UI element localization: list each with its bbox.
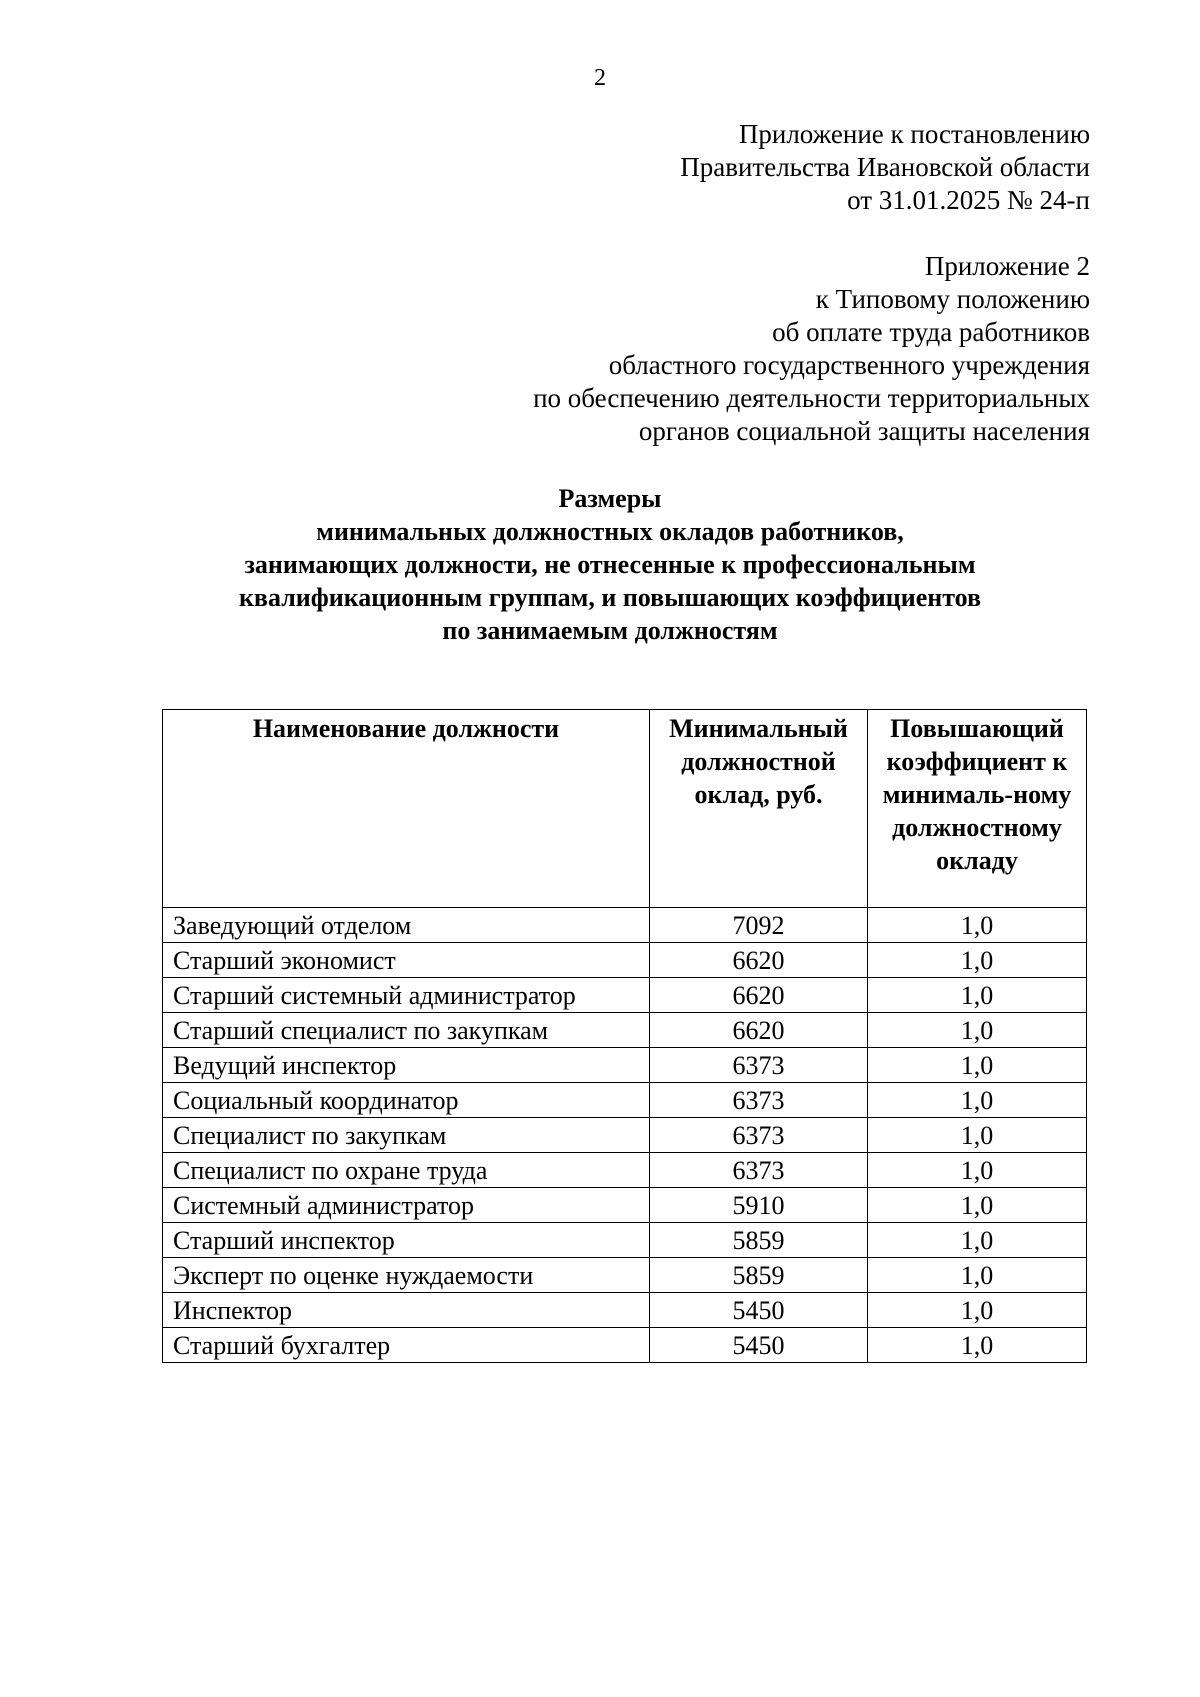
table-row (163, 978, 1087, 1013)
coefficient-cell: 1,0 (868, 1223, 1087, 1258)
annex-line: к Типовому положению (815, 284, 1090, 314)
approval-line: Правительства Ивановской области (680, 152, 1090, 182)
coefficient-cell: 1,0 (868, 1293, 1087, 1328)
annex-line: по обеспечению деятельности территориальных (533, 383, 1090, 413)
position-cell: Ведущий инспектор (163, 1048, 650, 1083)
salary-cell: 7092 (650, 908, 868, 943)
salary-cell: 6373 (650, 1083, 868, 1118)
salary-table (162, 709, 1087, 1363)
header-coefficient: Повышающий коэффициент к минималь-ному должностному окладу (868, 710, 1087, 908)
salary-cell: 6620 (650, 1013, 868, 1048)
coefficient-cell: 1,0 (868, 1083, 1087, 1118)
coefficient-cell: 1,0 (868, 908, 1087, 943)
header-position: Наименование должности (163, 710, 650, 908)
table-row (163, 943, 1087, 978)
position-cell: Специалист по закупкам (163, 1118, 650, 1153)
table-row (163, 1048, 1087, 1083)
title-line: по занимаемым должностям (442, 616, 778, 645)
salary-cell: 5450 (650, 1293, 868, 1328)
approval-reference (680, 118, 1090, 217)
position-cell: Старший инспектор (163, 1223, 650, 1258)
annex-line: областного государственного учреждения (608, 350, 1090, 380)
title-line: занимающих должности, не отнесенные к профессиональным (244, 550, 976, 579)
coefficient-cell: 1,0 (868, 943, 1087, 978)
coefficient-cell: 1,0 (868, 1118, 1087, 1153)
coefficient-cell: 1,0 (868, 978, 1087, 1013)
page-number: 2 (594, 65, 606, 91)
position-cell: Заведующий отделом (163, 908, 650, 943)
table-row (163, 1258, 1087, 1293)
position-cell: Социальный координатор (163, 1083, 650, 1118)
table-row (163, 1188, 1087, 1223)
table-row (163, 1083, 1087, 1118)
coefficient-cell: 1,0 (868, 1188, 1087, 1223)
table-row (163, 1223, 1087, 1258)
coefficient-cell: 1,0 (868, 1048, 1087, 1083)
annex-line: Приложение 2 (924, 251, 1090, 281)
table-row (163, 1013, 1087, 1048)
salary-cell: 6620 (650, 943, 868, 978)
coefficient-cell: 1,0 (868, 1258, 1087, 1293)
annex-line: об оплате труда работников (772, 317, 1090, 347)
title-line: квалификационным группам, и повышающих коэффициентов (238, 583, 982, 612)
position-cell: Системный администратор (163, 1188, 650, 1223)
salary-cell: 5450 (650, 1328, 868, 1363)
document-title (110, 482, 1110, 647)
position-cell: Старший экономист (163, 943, 650, 978)
position-cell: Старший специалист по закупкам (163, 1013, 650, 1048)
salary-cell: 6373 (650, 1048, 868, 1083)
table-row (163, 1118, 1087, 1153)
table-row (163, 1153, 1087, 1188)
coefficient-cell: 1,0 (868, 1153, 1087, 1188)
position-cell: Инспектор (163, 1293, 650, 1328)
salary-cell: 5859 (650, 1223, 868, 1258)
title-line: Размеры (558, 484, 662, 513)
salary-cell: 5910 (650, 1188, 868, 1223)
coefficient-cell: 1,0 (868, 1013, 1087, 1048)
salary-cell: 6620 (650, 978, 868, 1013)
annex-line: органов социальной защиты населения (638, 416, 1090, 446)
header-salary: Минимальный должностной оклад, руб. (650, 710, 868, 908)
position-cell: Специалист по охране труда (163, 1153, 650, 1188)
table-row (163, 1328, 1087, 1363)
table-row (163, 908, 1087, 943)
table-header-row (163, 710, 1087, 908)
salary-cell: 6373 (650, 1118, 868, 1153)
position-cell: Эксперт по оценке нуждаемости (163, 1258, 650, 1293)
coefficient-cell: 1,0 (868, 1328, 1087, 1363)
annex-reference (533, 250, 1090, 448)
approval-line: от 31.01.2025 № 24-п (847, 185, 1090, 215)
approval-line: Приложение к постановлению (738, 119, 1090, 149)
position-cell: Старший бухгалтер (163, 1328, 650, 1363)
salary-cell: 6373 (650, 1153, 868, 1188)
salary-cell: 5859 (650, 1258, 868, 1293)
title-line: минимальных должностных окладов работников, (316, 517, 904, 546)
position-cell: Старший системный администратор (163, 978, 650, 1013)
table-row (163, 1293, 1087, 1328)
